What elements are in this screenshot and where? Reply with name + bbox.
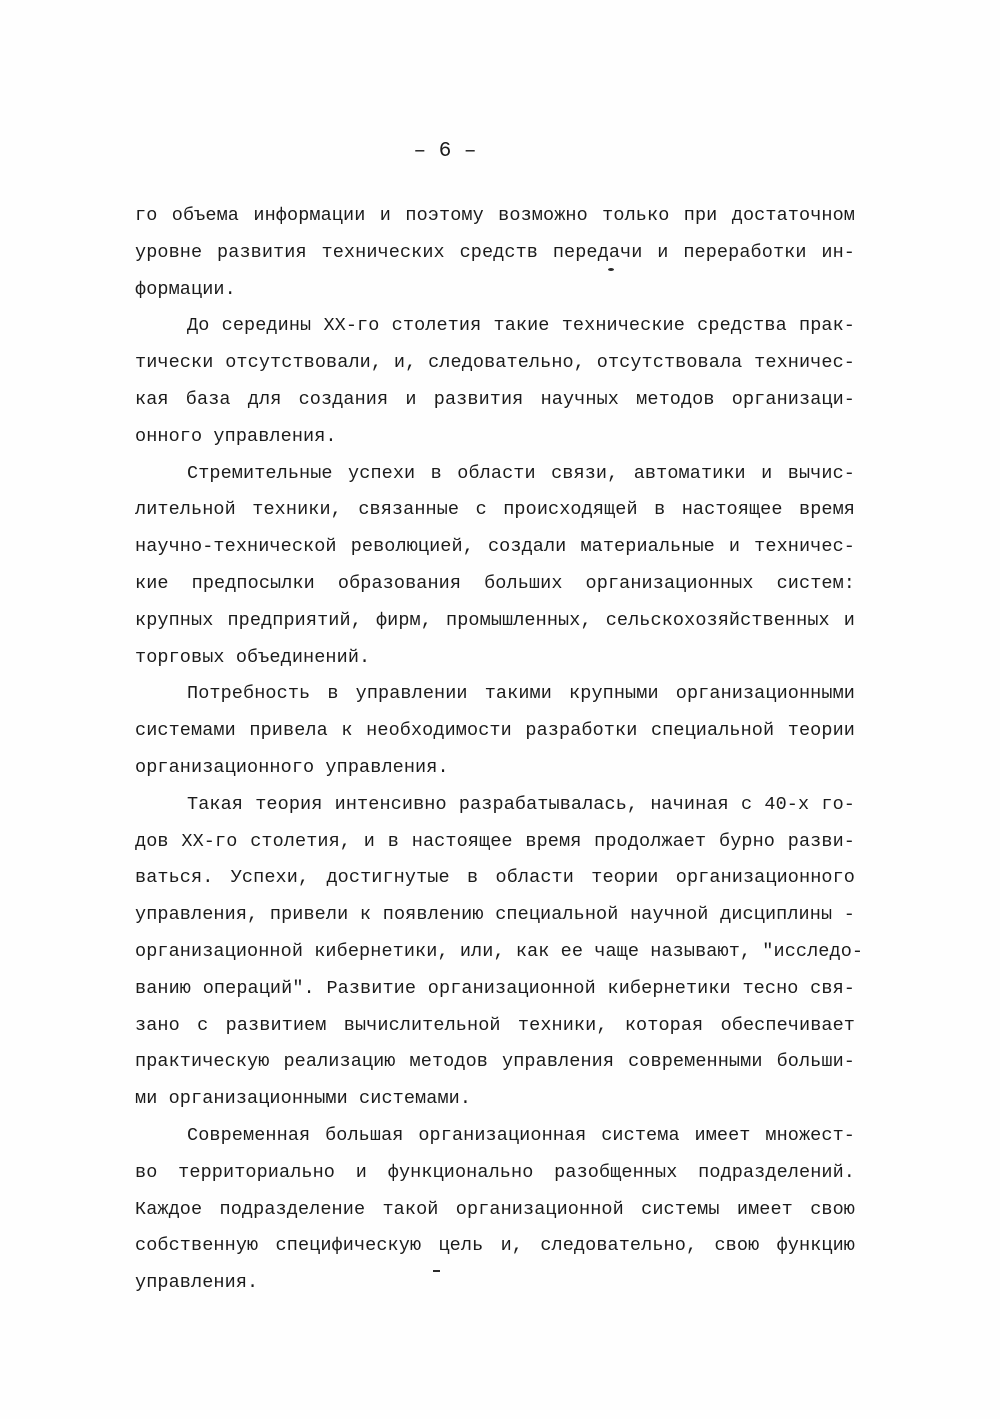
text-line: практическую реализацию методов управления современными больши- [135, 1051, 855, 1073]
text-line: во территориально и функционально разобщенных подразделений. [135, 1161, 855, 1183]
text-line: формации. [135, 278, 236, 300]
text-line: Современная большая организационная система имеет множест- [187, 1124, 855, 1146]
paragraph [135, 198, 855, 308]
text-line: организационной кибернетики, или, как ее чаще называют, "исследо- [135, 940, 864, 962]
text-line: тически отсутствовали, и, следовательно, отсутствовала техничес- [135, 352, 855, 374]
page-number: – 6 – [413, 140, 477, 163]
text-line: ваться. Успехи, достигнутые в области теории организационного [135, 867, 855, 889]
text-line: научно-технической революцией, создали материальные и техничес- [135, 536, 855, 558]
text-line: Потребность в управлении такими крупными организационными [187, 683, 855, 705]
text-line: системами привела к необходимости разработки специальной теории [135, 720, 855, 742]
paragraph [135, 676, 855, 786]
text-line: торговых объединений. [135, 646, 371, 668]
text-line: собственную специфическую цель и, следовательно, свою функцию [135, 1235, 855, 1257]
paragraph [135, 787, 864, 1118]
document-body [135, 198, 864, 1302]
text-line: лительной техники, связанные с происходящей в настоящее время [135, 499, 855, 521]
text-line: управления, привели к появлению специальной научной дисциплины - [135, 904, 855, 926]
paragraph [135, 1118, 855, 1302]
text-line: До середины XX-го столетия такие технические средства прак- [187, 315, 855, 337]
text-line: дов XX-го столетия, и в настоящее время продолжает бурно разви- [135, 830, 855, 852]
text-line: го объема информации и поэтому возможно только при достаточном [135, 205, 855, 226]
text-line: кие предпосылки образования больших организационных систем: [135, 572, 855, 594]
text-line: Каждое подразделение такой организационной системы имеет свою [135, 1198, 855, 1220]
text-line: Стремительные успехи в области связи, автоматики и вычис- [187, 462, 855, 484]
text-line: зано с развитием вычислительной техники, которая обеспечивает [135, 1014, 855, 1036]
text-line: крупных предприятий, фирм, промышленных, сельскохозяйственных и [135, 609, 855, 631]
paragraph [135, 456, 855, 677]
text-line: организационного управления. [135, 756, 449, 778]
text-line: ми организационными системами. [135, 1088, 472, 1110]
paragraph [135, 308, 855, 455]
text-line: уровне развития технических средств передачи и переработки ин- [135, 241, 855, 263]
text-line: Такая теория интенсивно разрабатывалась, начиная с 40-х го- [187, 793, 855, 815]
text-line: кая база для создания и развития научных методов организаци- [135, 388, 855, 410]
text-line: ванию операций". Развитие организационной кибернетики тесно свя- [135, 977, 855, 999]
text-line: онного управления. [135, 425, 337, 447]
text-line: управления. [135, 1272, 259, 1294]
